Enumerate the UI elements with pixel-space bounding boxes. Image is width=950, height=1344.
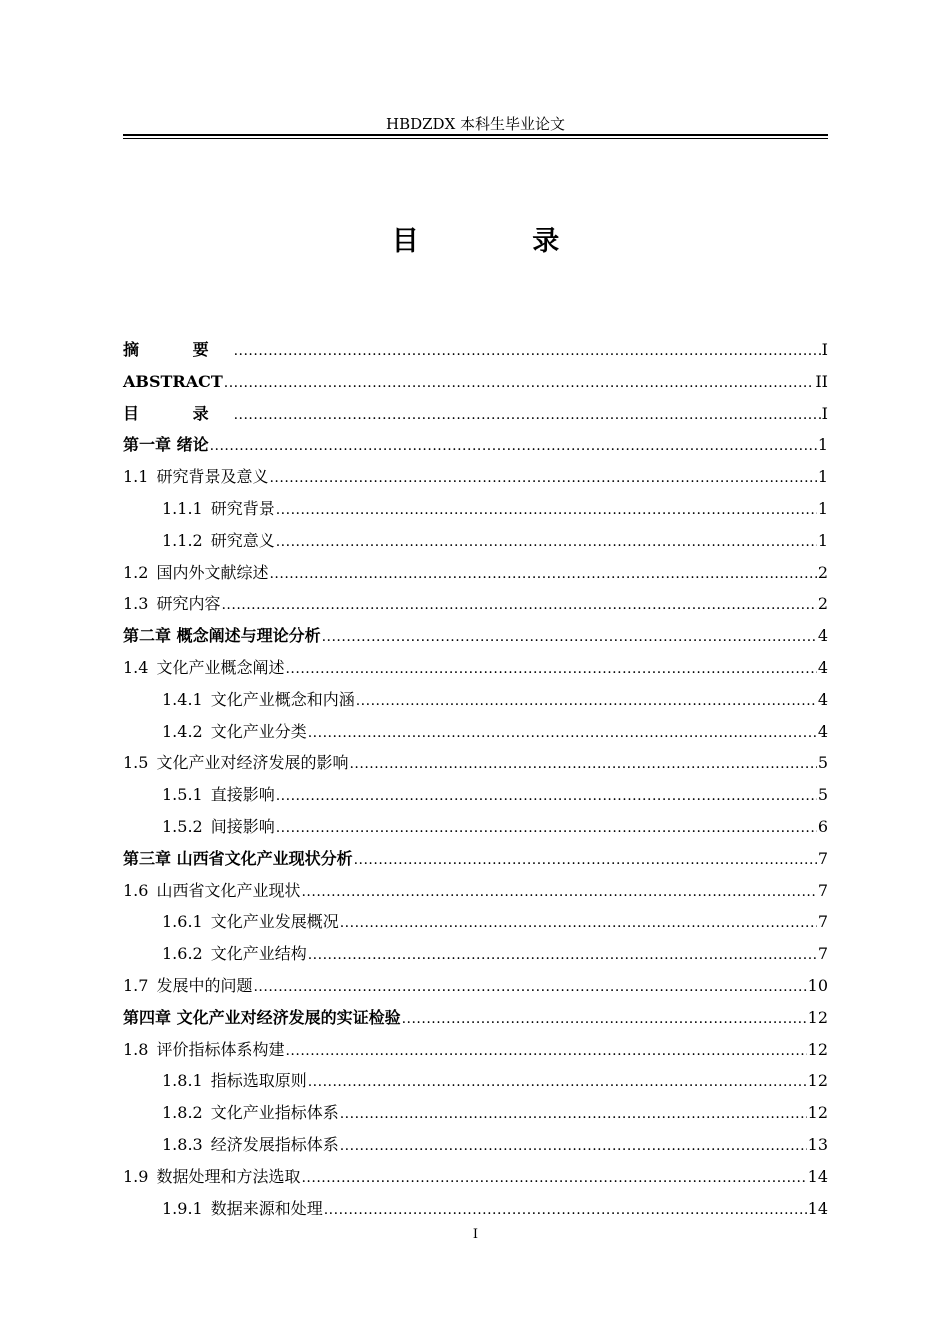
toc-leader-dots	[308, 1067, 807, 1099]
toc-entry-page: 7	[817, 880, 828, 900]
toc-leader-dots	[269, 463, 816, 495]
toc-entry[interactable]	[123, 366, 828, 398]
toc-leader-dots	[210, 431, 817, 463]
toc-entry-number: 1.1.2	[162, 530, 203, 550]
toc-leader-dots	[308, 940, 817, 972]
toc-entry-number: 1.1	[123, 467, 149, 487]
toc-entry-page: 1	[817, 498, 828, 518]
toc-leader-dots	[322, 622, 817, 654]
toc-entry-page: 1	[817, 530, 828, 550]
toc-entry-page: 1	[817, 467, 828, 487]
toc-entry-label: 文化产业发展概况	[210, 912, 339, 932]
toc-entry-number: 1.4.2	[162, 721, 203, 741]
toc-entry-label: 山西省文化产业现状	[156, 880, 301, 900]
toc-entry-page: 12	[807, 1071, 828, 1091]
toc-entry-number: 1.2	[123, 562, 149, 582]
toc-entry-label: 指标选取原则	[210, 1071, 307, 1091]
toc-entry[interactable]	[123, 493, 828, 525]
toc-entry[interactable]	[123, 747, 828, 779]
toc-entry-page: I	[821, 403, 828, 423]
toc-entry-page: 12	[807, 1103, 828, 1123]
toc-leader-dots	[276, 813, 817, 845]
toc-entry-page: 4	[817, 657, 828, 677]
toc-leader-dots	[402, 1004, 807, 1036]
toc-entry-number: 1.7	[123, 975, 149, 995]
toc-leader-dots	[276, 527, 817, 559]
toc-entry-page: 2	[817, 562, 828, 582]
toc-entry-number: 1.5.1	[162, 785, 203, 805]
toc-leader-dots	[234, 400, 821, 432]
toc-leader-dots	[308, 718, 817, 750]
table-of-contents	[123, 334, 828, 1224]
toc-entry[interactable]	[123, 1002, 828, 1034]
toc-entry-page: I	[821, 340, 828, 359]
toc-entry-page: 10	[807, 975, 828, 995]
toc-entry-label: 研究背景及意义	[156, 467, 269, 487]
toc-entry[interactable]	[123, 938, 828, 970]
toc-entry[interactable]	[123, 334, 828, 366]
header-rule	[123, 134, 828, 139]
toc-leader-dots	[340, 1099, 807, 1131]
toc-entry-label: 第二章 概念阐述与理论分析	[123, 626, 321, 646]
toc-entry-label: 摘 要	[123, 340, 233, 359]
toc-entry-page: 13	[807, 1134, 828, 1154]
toc-entry[interactable]	[123, 811, 828, 843]
toc-entry-number: 1.5.2	[162, 816, 203, 836]
toc-entry-page: II	[815, 371, 828, 391]
toc-entry[interactable]	[123, 588, 828, 620]
toc-entry-page: 5	[817, 785, 828, 805]
toc-entry-label: 研究意义	[210, 530, 275, 550]
toc-entry-page: 4	[817, 689, 828, 709]
toc-entry-label: 数据来源和处理	[210, 1198, 323, 1218]
toc-entry-label: 国内外文献综述	[156, 562, 269, 582]
toc-entry-label: 研究背景	[210, 498, 275, 518]
toc-entry-label: 第一章 绪论	[123, 435, 209, 455]
toc-entry-label: 文化产业指标体系	[210, 1103, 339, 1123]
toc-entry-page: 1	[817, 435, 828, 455]
toc-entry-label: 文化产业分类	[210, 721, 307, 741]
toc-entry-label: 数据处理和方法选取	[156, 1166, 301, 1186]
toc-entry-label: 经济发展指标体系	[210, 1134, 339, 1154]
toc-entry[interactable]	[123, 970, 828, 1002]
toc-entry[interactable]	[123, 398, 828, 430]
toc-entry[interactable]	[123, 557, 828, 589]
toc-entry-number: 1.3	[123, 594, 149, 614]
toc-entry-number: 1.8.3	[162, 1134, 203, 1154]
toc-entry-page: 2	[817, 594, 828, 614]
toc-leader-dots	[269, 559, 816, 591]
toc-entry-page: 5	[817, 753, 828, 773]
toc-entry-page: 6	[817, 816, 828, 836]
toc-entry-number: 1.4	[123, 657, 149, 677]
toc-entry-label: 间接影响	[210, 816, 275, 836]
toc-leader-dots	[324, 1195, 807, 1227]
toc-entry-number: 1.9.1	[162, 1198, 203, 1218]
toc-entry-label: 目 录	[123, 403, 233, 423]
toc-entry[interactable]	[123, 843, 828, 875]
toc-entry-label: 文化产业对经济发展的影响	[156, 753, 349, 773]
toc-entry-number: 1.4.1	[162, 689, 203, 709]
toc-entry[interactable]	[123, 1065, 828, 1097]
page-number: I	[472, 1227, 479, 1242]
toc-entry-page: 14	[807, 1166, 828, 1186]
toc-entry-number: 1.6.1	[162, 912, 203, 932]
toc-entry-number: 1.8.1	[162, 1071, 203, 1091]
toc-entry-label: 研究内容	[156, 594, 221, 614]
toc-entry-label: 文化产业概念和内涵	[210, 689, 355, 709]
toc-entry[interactable]	[123, 1097, 828, 1129]
toc-leader-dots	[356, 686, 817, 718]
toc-entry[interactable]	[123, 429, 828, 461]
toc-entry-page: 7	[817, 848, 828, 868]
toc-entry[interactable]	[123, 1034, 828, 1066]
toc-entry[interactable]	[123, 684, 828, 716]
toc-entry-number: 1.9	[123, 1166, 149, 1186]
toc-entry[interactable]	[123, 620, 828, 652]
toc-entry-page: 7	[817, 944, 828, 964]
toc-entry[interactable]	[123, 652, 828, 684]
toc-leader-dots	[253, 972, 806, 1004]
toc-entry-label: ABSTRACT	[123, 371, 223, 391]
toc-entry[interactable]	[123, 1129, 828, 1161]
toc-entry-label: 发展中的问题	[156, 975, 253, 995]
toc-leader-dots	[301, 877, 816, 909]
toc-entry-label: 文化产业结构	[210, 944, 307, 964]
toc-entry-label: 第四章 文化产业对经济发展的实证检验	[123, 1007, 401, 1027]
toc-entry[interactable]	[123, 779, 828, 811]
toc-leader-dots	[285, 654, 816, 686]
running-header: HBDZDX 本科生毕业论文	[385, 115, 566, 133]
toc-leader-dots	[234, 336, 821, 368]
toc-leader-dots	[340, 908, 817, 940]
page-title: 目 录	[391, 226, 612, 257]
toc-entry-page: 12	[807, 1039, 828, 1059]
toc-entry-label: 直接影响	[210, 785, 275, 805]
toc-leader-dots	[340, 1131, 807, 1163]
toc-leader-dots	[276, 495, 817, 527]
toc-entry-page: 4	[817, 626, 828, 646]
toc-entry-page: 7	[817, 912, 828, 932]
toc-entry[interactable]	[123, 461, 828, 493]
toc-leader-dots	[224, 368, 815, 400]
toc-entry-number: 1.6.2	[162, 944, 203, 964]
toc-entry-number: 1.6	[123, 880, 149, 900]
toc-entry-number: 1.8.2	[162, 1103, 203, 1123]
toc-entry[interactable]	[123, 875, 828, 907]
toc-leader-dots	[354, 845, 817, 877]
toc-leader-dots	[285, 1036, 806, 1068]
toc-entry-label: 评价指标体系构建	[156, 1039, 285, 1059]
toc-entry-label: 第三章 山西省文化产业现状分析	[123, 848, 353, 868]
toc-leader-dots	[301, 1163, 806, 1195]
toc-entry[interactable]	[123, 716, 828, 748]
toc-entry-page: 4	[817, 721, 828, 741]
toc-entry-page: 12	[807, 1007, 828, 1027]
toc-entry-number: 1.5	[123, 753, 149, 773]
toc-leader-dots	[349, 749, 816, 781]
toc-entry-label: 文化产业概念阐述	[156, 657, 285, 677]
toc-entry[interactable]	[123, 1193, 828, 1225]
toc-entry-page: 14	[807, 1198, 828, 1218]
toc-entry[interactable]	[123, 906, 828, 938]
toc-leader-dots	[221, 590, 816, 622]
toc-entry-number: 1.8	[123, 1039, 149, 1059]
toc-entry[interactable]	[123, 1161, 828, 1193]
toc-leader-dots	[276, 781, 817, 813]
toc-entry[interactable]	[123, 525, 828, 557]
toc-entry-number: 1.1.1	[162, 498, 203, 518]
